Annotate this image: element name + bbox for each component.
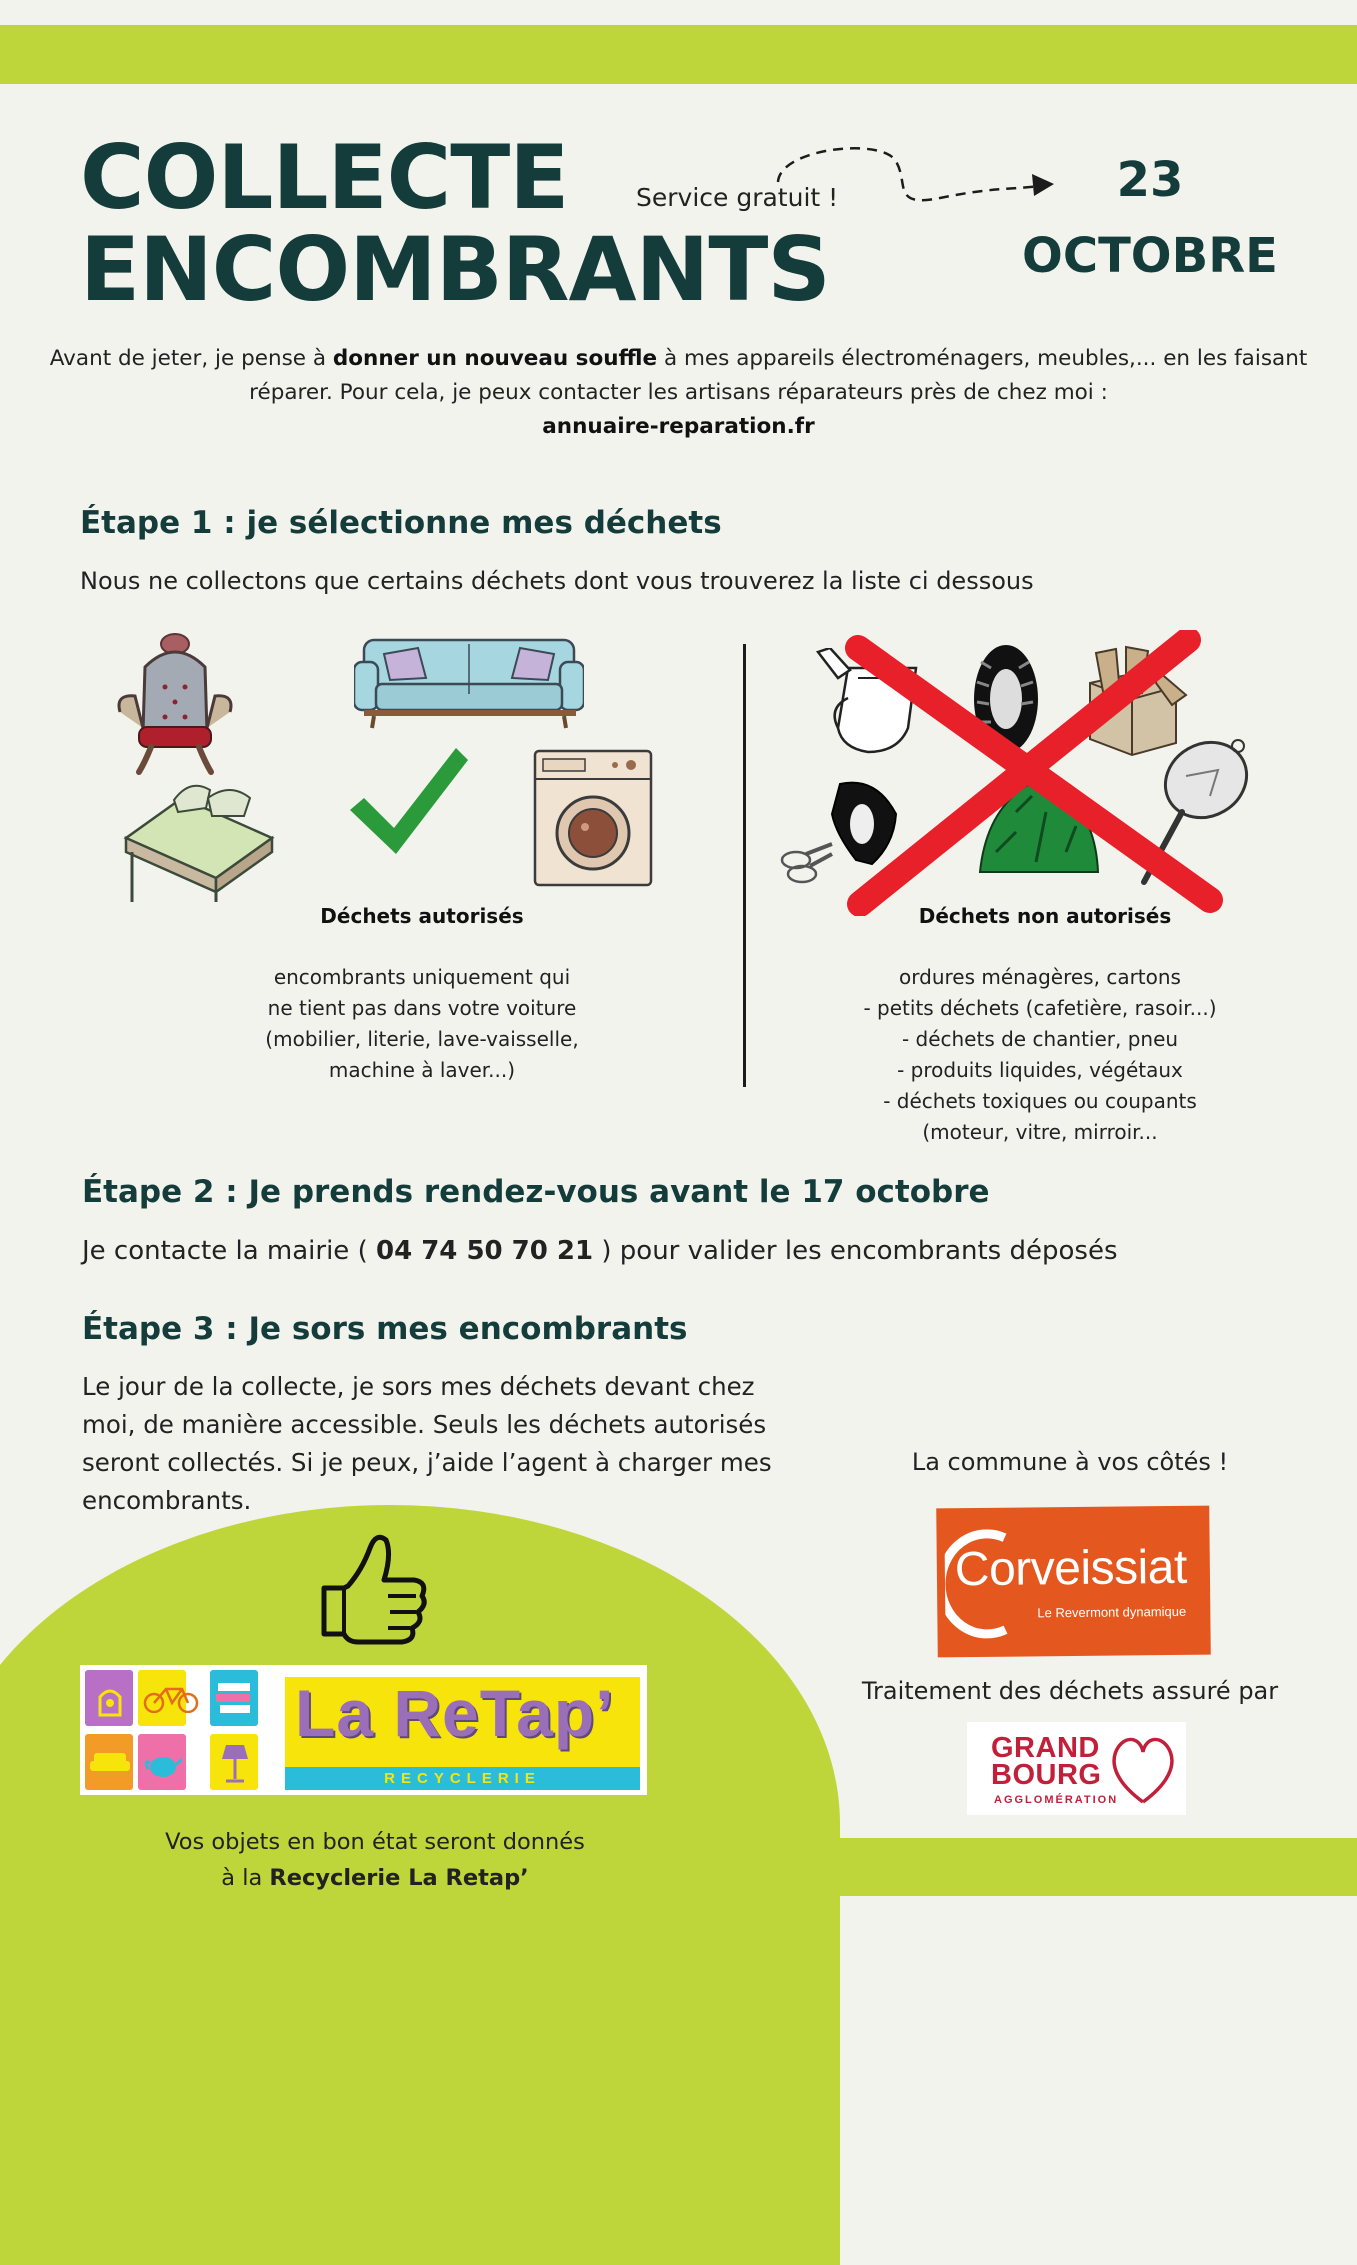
- retap-caption: Vos objets en bon état seront donnés à la Recyclerie La Retap’: [165, 1829, 585, 1891]
- step1-text: Nous ne collectons que certains déchets dont vous trouverez la liste ci dessous: [80, 567, 1034, 595]
- bed-icon: [112, 768, 284, 902]
- la-retap-logo: [80, 1665, 647, 1795]
- date-month: OCTOBRE: [1022, 228, 1278, 284]
- top-green-band: [0, 25, 1357, 84]
- date-day: 23: [1116, 152, 1184, 208]
- step3-text: Le jour de la collecte, je sors mes déchets devant chez moi, de manière accessible. Seuls les déchets autorisés seront collectés. Si je peux, j’aide l’agent à charger mes encombrants.: [82, 1372, 772, 1515]
- kettle-icon: [94, 1679, 126, 1717]
- lamp-icon: [220, 1741, 250, 1785]
- grand-bourg-heart-mark-icon: [1107, 1730, 1179, 1808]
- thumbs-up-icon: [318, 1530, 430, 1650]
- town-hall-phone[interactable]: 04 74 50 70 21: [375, 1236, 594, 1266]
- teapot-icon: [144, 1745, 182, 1779]
- step1-heading: Étape 1 : je sélectionne mes déchets: [80, 505, 722, 541]
- corveissiat-logo: Corveissiat Le Revermont dynamique: [936, 1506, 1211, 1658]
- refused-list: ordures ménagères, cartons - petits déchets (cafetière, rasoir...) - déchets de chantier, pneu - produits liquides, végétaux - déchets toxiques ou coupants (moteur, vitre, mirroir...: [863, 965, 1217, 1144]
- allowed-list: encombrants uniquement qui ne tient pas dans votre voiture (mobilier, literie, lave-vaisselle, machine à laver...): [265, 965, 579, 1082]
- column-divider: [743, 644, 746, 1087]
- intro-paragraph: Avant de jeter, je pense à donner un nouveau souffle à mes appareils électroménagers, meubles,... en les faisant réparer. Pour cela, je peux contacter les artisans réparateurs près de chez moi : annuaire-reparation.fr: [49, 346, 1308, 439]
- grand-bourg-logo: GRAND BOURG AGGLOMÉRATION: [967, 1722, 1186, 1815]
- refused-title: Déchets non autorisés: [918, 904, 1172, 928]
- armchair-icon: [115, 632, 235, 780]
- page-title: COLLECTE ENCOMBRANTS: [80, 126, 830, 321]
- retap-wordmark: La ReTap’ RECYCLERIE: [285, 1677, 640, 1790]
- collection-date: [980, 142, 1320, 294]
- red-cross-icon: [838, 630, 1228, 916]
- books-icon: [214, 1679, 254, 1719]
- checkmark-icon: [346, 744, 472, 856]
- treatment-label: Traitement des déchets assuré par: [861, 1677, 1279, 1705]
- sofa-mini-icon: [90, 1749, 130, 1777]
- step2-text: Je contacte la mairie ( 04 74 50 70 21 ) pour valider les encombrants déposés: [82, 1236, 1118, 1266]
- bicycle-icon: [142, 1683, 200, 1713]
- step2-heading: Étape 2 : Je prends rendez-vous avant le 17 octobre: [82, 1174, 990, 1210]
- sofa-icon: [354, 634, 584, 730]
- commune-label: La commune à vos côtés !: [911, 1448, 1229, 1476]
- free-service-label: Service gratuit !: [636, 183, 839, 212]
- repair-directory-link[interactable]: annuaire-reparation.fr: [542, 414, 815, 439]
- allowed-title: Déchets autorisés: [320, 904, 524, 928]
- bottom-green-band: [789, 1838, 1357, 1896]
- washing-machine-icon: [531, 747, 655, 889]
- step3-heading: Étape 3 : Je sors mes encombrants: [82, 1311, 688, 1347]
